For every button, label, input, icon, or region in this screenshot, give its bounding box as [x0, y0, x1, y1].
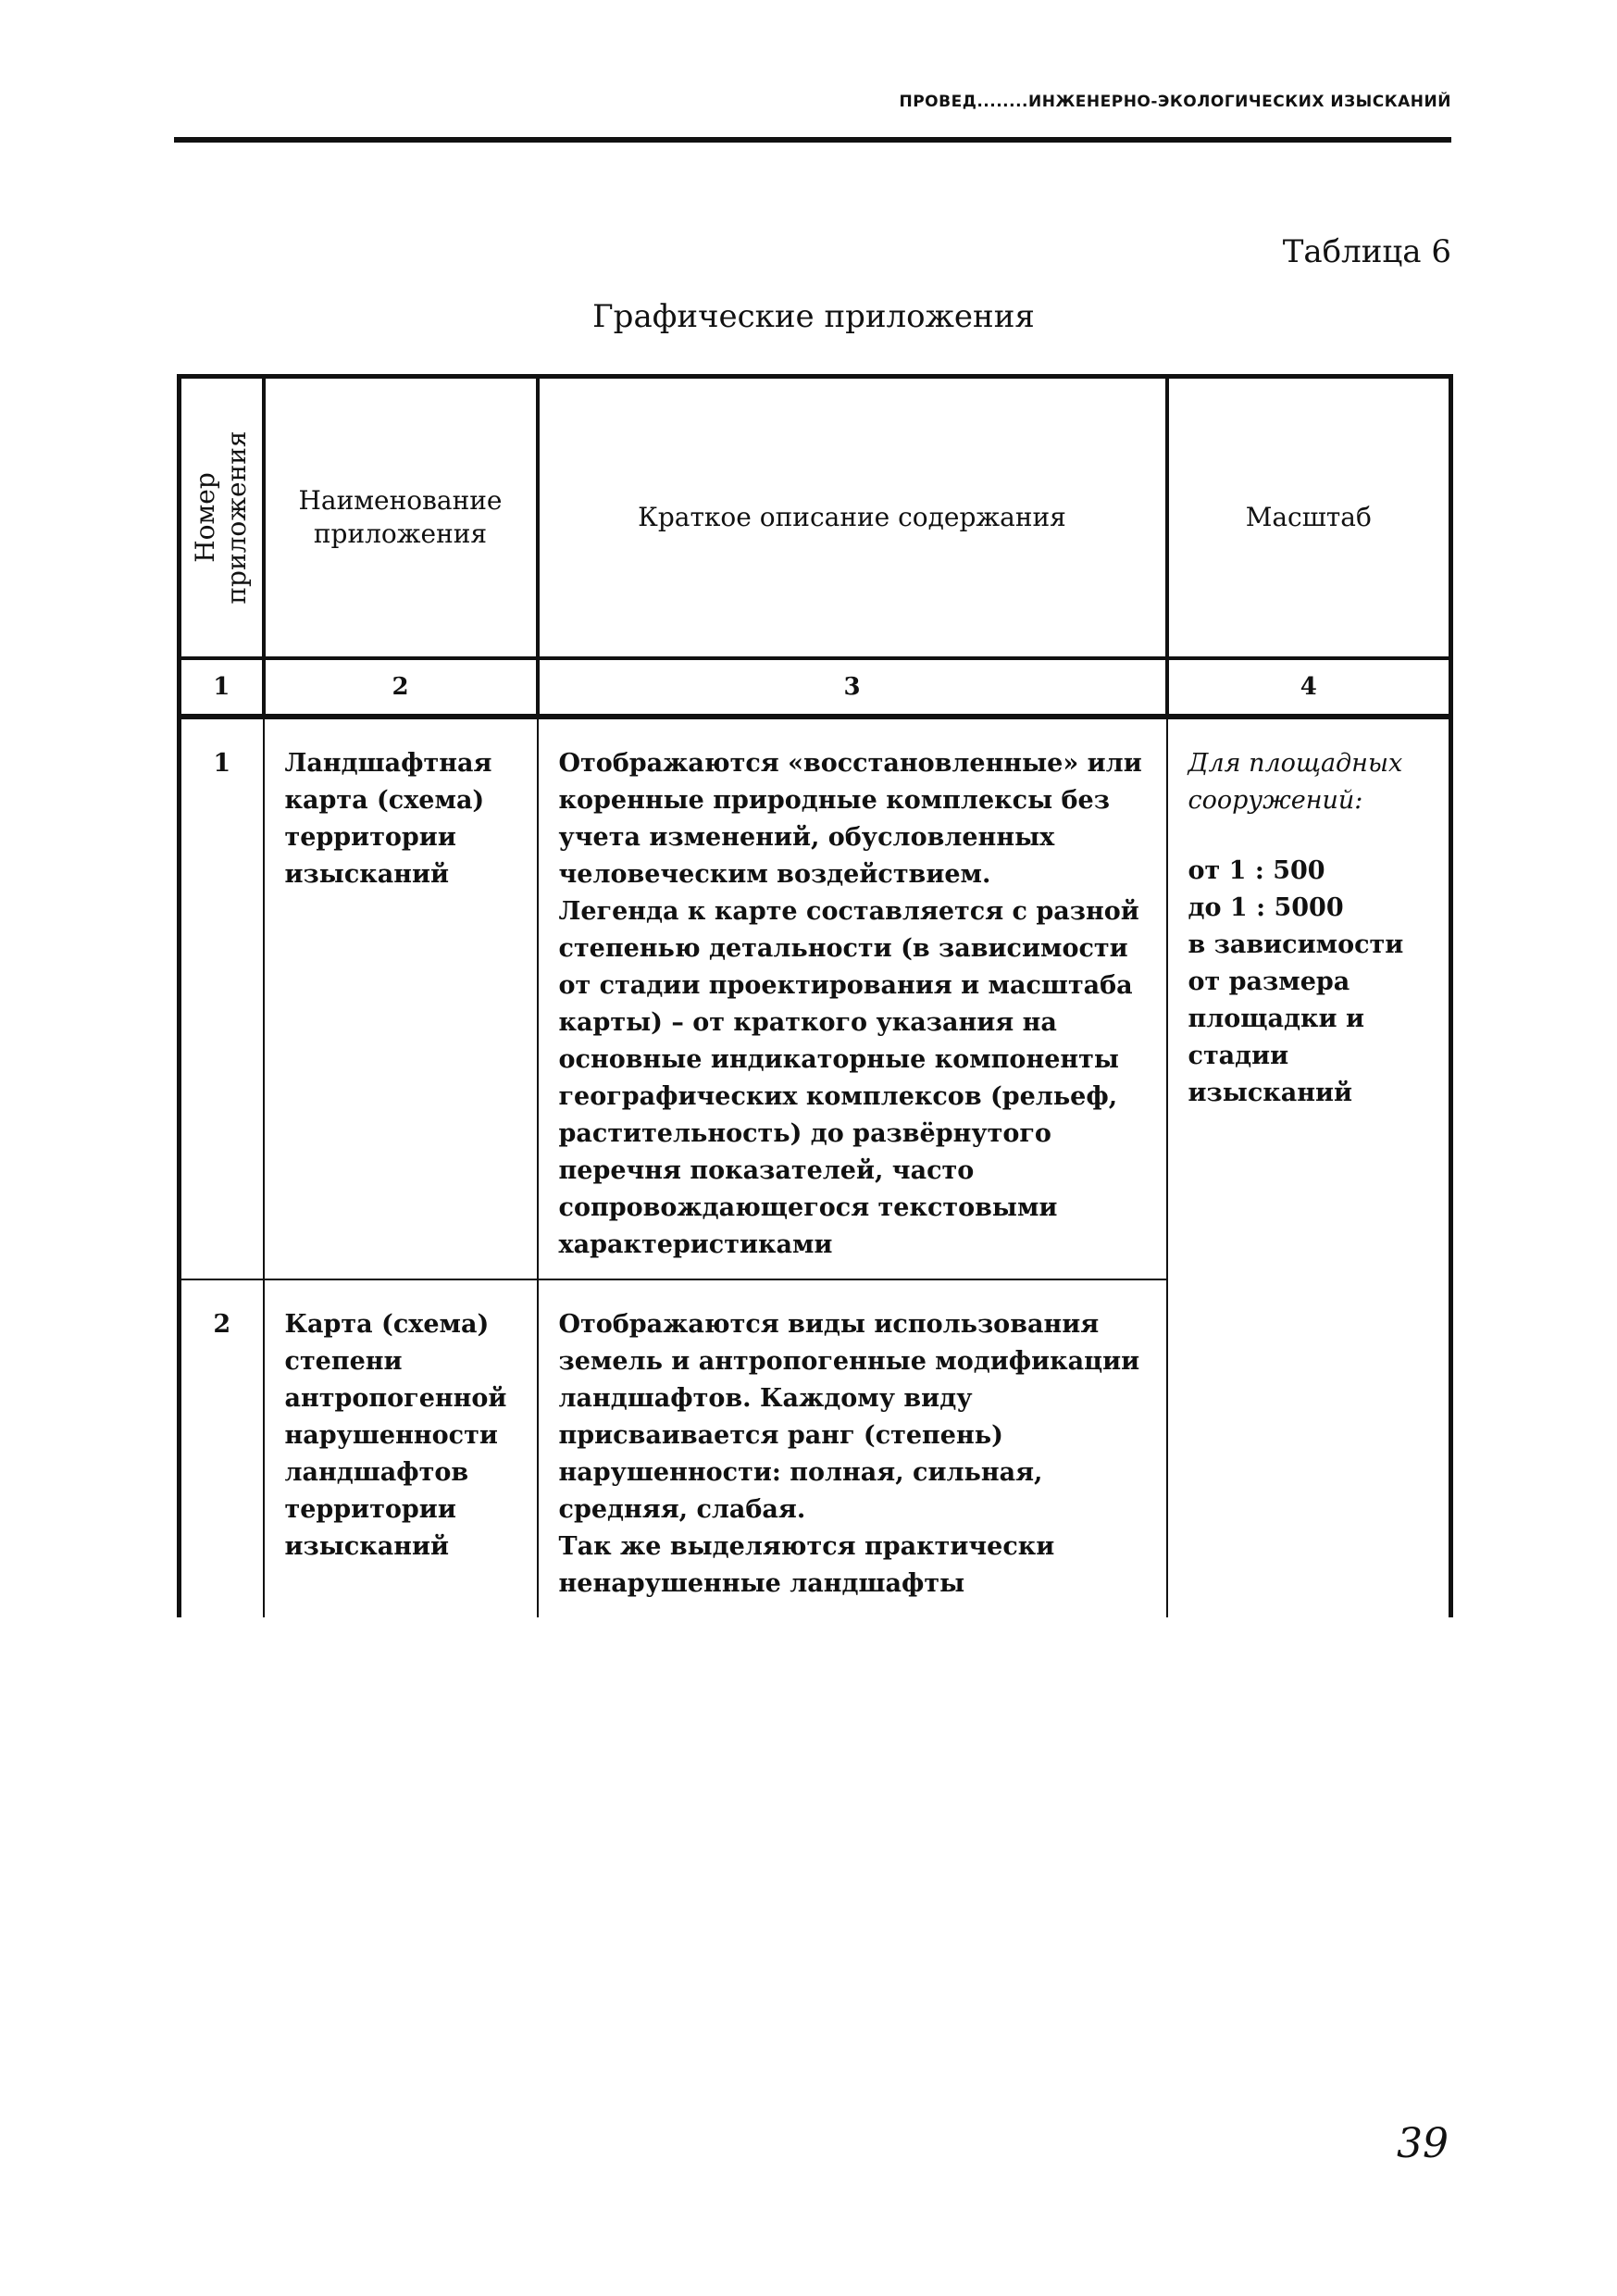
scale-note: Для площадных сооружений:: [1188, 749, 1403, 815]
table-row: [180, 717, 1451, 1279]
column-number: 2: [264, 658, 538, 717]
scale-value: от 1 : 500 до 1 : 5000 в зависимости от размера площадки и стадии изысканий: [1188, 856, 1404, 1107]
table-number: Таблица 6: [1282, 233, 1451, 270]
appendix-name: Карта (схема) степени антропогенной нарушенности ландшафтов территории изысканий: [264, 1279, 538, 1617]
header-cell-number: [180, 377, 264, 659]
description-paragraph: Отображаются «восстановленные» или коренные природные комплексы без учета изменений, обусловленных человеческим воздействием.: [558, 749, 1142, 889]
header-row: [180, 377, 1451, 659]
column-number: 3: [538, 658, 1167, 717]
graphic-appendices-table: [177, 374, 1449, 1617]
header-cell-scale: Масштаб: [1167, 377, 1451, 659]
running-header: ПРОВЕД........ИНЖЕНЕРНО-ЭКОЛОГИЧЕСКИХ ИЗЫСКАНИЙ: [899, 93, 1451, 111]
page-number: 39: [1397, 2120, 1449, 2167]
header-number-label: Номер приложения: [190, 430, 253, 605]
table-title: Графические приложения: [592, 298, 1035, 335]
column-number: 4: [1167, 658, 1451, 717]
column-number-row: [180, 658, 1451, 717]
appendix-name: Ландшафтная карта (схема) территории изысканий: [264, 717, 538, 1279]
header-cell-description: Краткое описание содержания: [538, 377, 1167, 659]
description-paragraph: Так же выделяются практически ненарушенные ландшафты: [558, 1532, 1055, 1598]
appendix-description: [538, 717, 1167, 1279]
column-number: 1: [180, 658, 264, 717]
header-rule: [174, 137, 1451, 143]
description-paragraph: Отображаются виды использования земель и антропогенные модификации ландшафтов. Каждому виду присваивается ранг (степень) нарушенности: полная, сильная, средняя, слабая.: [558, 1310, 1140, 1524]
row-number: 1: [180, 717, 264, 1279]
row-number: 2: [180, 1279, 264, 1617]
description-paragraph: Легенда к карте составляется с разной степенью детальности (в зависимости от стадии проектирования и масштаба карты) – от краткого указания на основные индикаторные компоненты географических комплексов (рельеф, растительность) до развёрнутого перечня показателей, часто сопровождающегося текстовыми характеристиками: [558, 897, 1139, 1259]
appendix-description: [538, 1279, 1167, 1617]
scale-cell: [1167, 717, 1451, 1617]
header-cell-name: Наименование приложения: [264, 377, 538, 659]
